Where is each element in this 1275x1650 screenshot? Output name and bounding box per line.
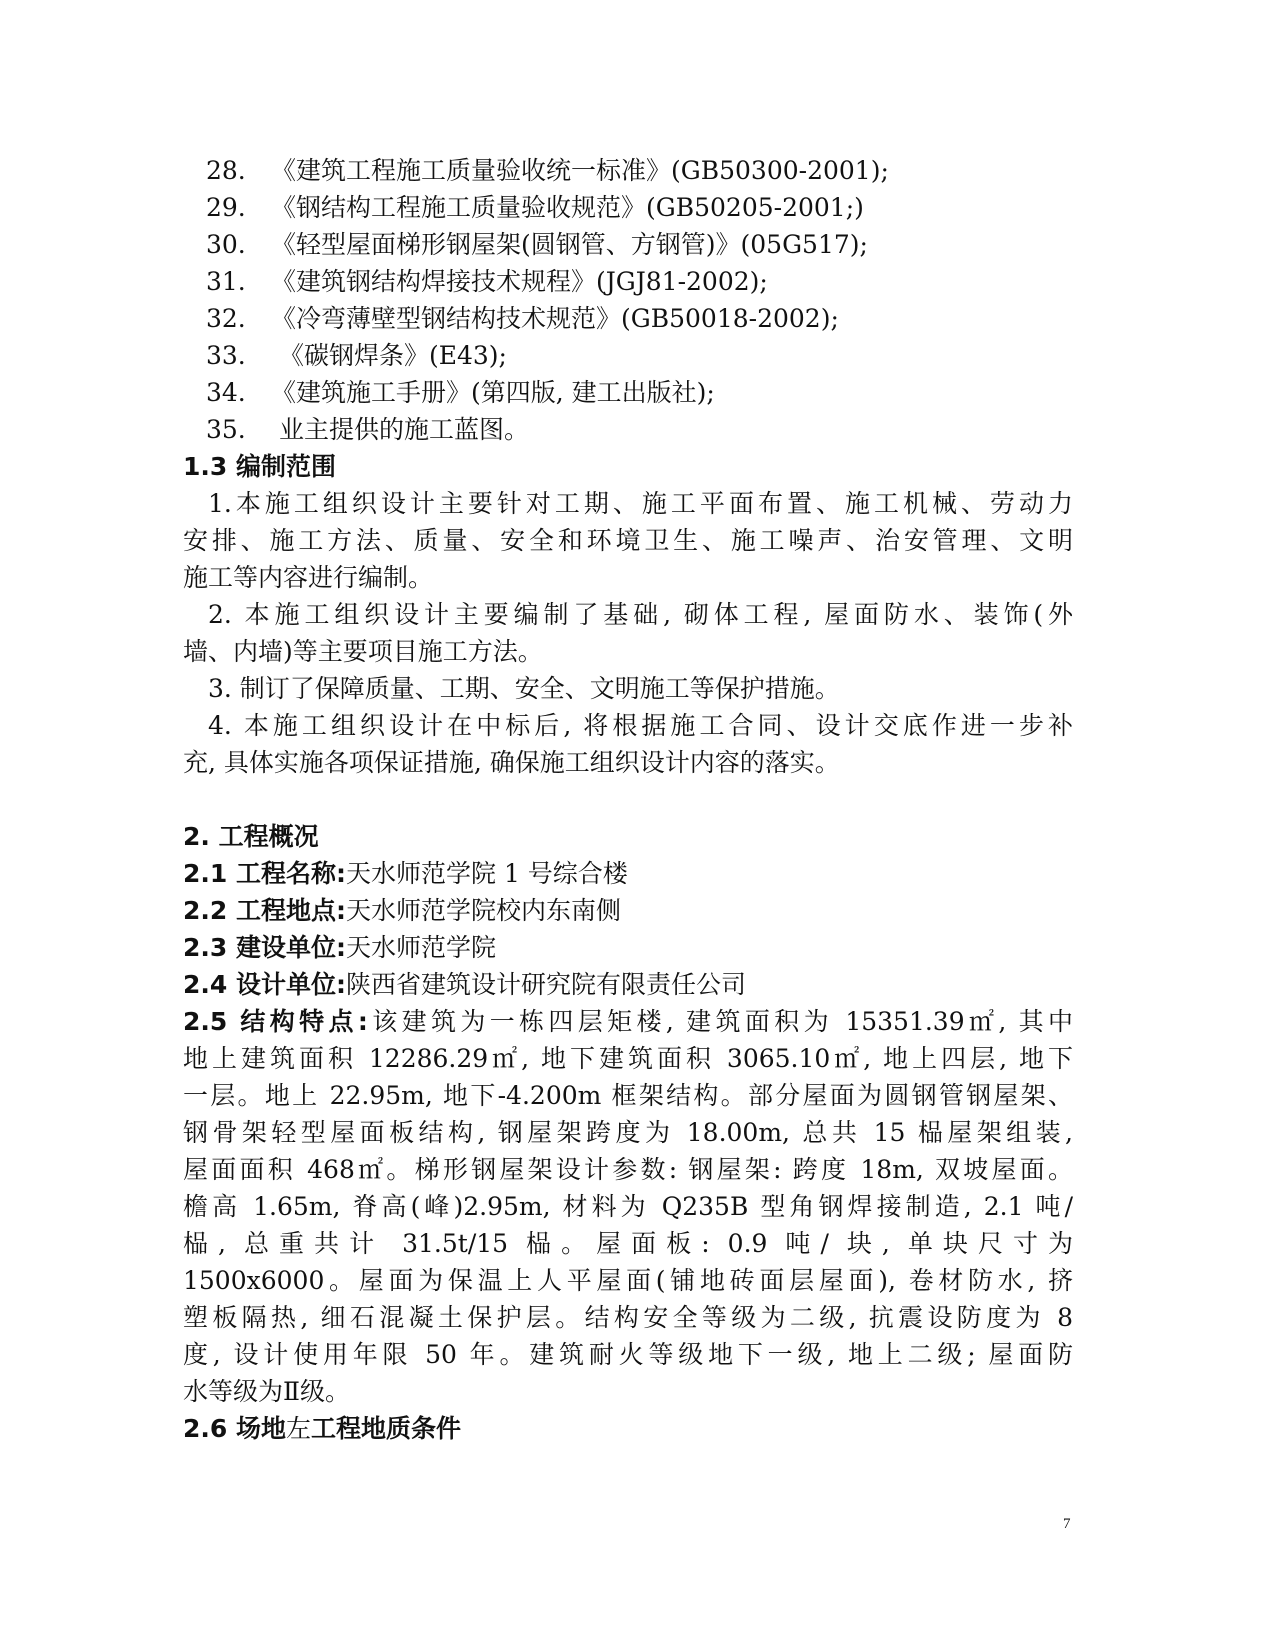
item-label: 2.2 工程地点: (183, 896, 346, 925)
reference-number: 28. (206, 156, 246, 185)
reference-text: 《冷弯薄壁型钢结构技术规范》(GB50018-2002); (271, 304, 839, 333)
item-label: 2.1 工程名称: (183, 859, 346, 888)
reference-number: 29. (206, 193, 246, 222)
reference-text: 业主提供的施工蓝图。 (271, 415, 529, 444)
reference-number: 35. (206, 415, 246, 444)
paragraph-line: 榀, 总重共计 31.5t/15 榀。屋面板: 0.9 吨/ 块, 单块尺寸为 (183, 1229, 1073, 1258)
reference-item (183, 300, 1073, 337)
paragraph-line: 屋面面积 468㎡。梯形钢屋架设计参数: 钢屋架: 跨度 18m, 双坡屋面。 (183, 1155, 1073, 1184)
paragraph-line: 4. 本施工组织设计在中标后, 将根据施工合同、设计交底作进一步补 (208, 711, 1073, 740)
paragraph-line: 一层。地上 22.95m, 地下-4.200m 框架结构。部分屋面为圆钢管钢屋架、 (183, 1081, 1073, 1110)
scope-paragraph-1 (183, 485, 1073, 596)
paragraph-line: 墙、内墙)等主要项目施工方法。 (183, 637, 543, 666)
scope-paragraph-4 (183, 707, 1073, 781)
item-label: 2.4 设计单位: (183, 970, 346, 999)
paragraph-line: 檐高 1.65m, 脊高(峰)2.95m, 材料为 Q235B 型角钢焊接制造, 2.1 吨/ (183, 1192, 1073, 1221)
reference-list (183, 152, 1073, 448)
section-heading-1-3: 1.3 编制范围 (183, 452, 336, 481)
designer-item (183, 966, 1073, 1003)
structure-paragraph (183, 1003, 1073, 1410)
paragraph-line: 地上建筑面积 12286.29㎡, 地下建筑面积 3065.10㎡, 地上四层, 地下 (183, 1044, 1073, 1073)
reference-text: 《建筑施工手册》(第四版, 建工出版社); (271, 378, 715, 407)
developer-item (183, 929, 1073, 966)
paragraph-line: 充, 具体实施各项保证措施, 确保施工组织设计内容的落实。 (183, 748, 840, 777)
blank-line (183, 781, 1073, 818)
section-heading-2: 2. 工程概况 (183, 822, 319, 851)
paragraph-line: 1.本施工组织设计主要针对工期、施工平面布置、施工机械、劳动力 (208, 489, 1073, 518)
item-label: 2.3 建设单位: (183, 933, 346, 962)
reference-number: 34. (206, 378, 246, 407)
item-value: 该建筑为一栋四层矩楼, 建筑面积为 15351.39㎡, 其中 (367, 1007, 1073, 1036)
reference-text: 《建筑工程施工质量验收统一标准》(GB50300-2001); (271, 156, 889, 185)
page-content (183, 152, 1073, 1447)
project-name-item (183, 855, 1073, 892)
page-number: 7 (1063, 1516, 1071, 1532)
paragraph-line (183, 1003, 1073, 1040)
item-value: 天水师范学院校内东南侧 (346, 896, 622, 925)
heading-part: 左 (286, 1414, 312, 1443)
reference-item (183, 226, 1073, 263)
reference-text: 《轻型屋面梯形钢屋架(圆钢管、方钢管)》(05G517); (271, 230, 868, 259)
item-value: 陕西省建筑设计研究院有限责任公司 (346, 970, 747, 999)
reference-number: 33. (206, 341, 246, 370)
item-label: 2.5 结构特点: (183, 1007, 368, 1036)
paragraph-line: 水等级为Ⅱ级。 (183, 1377, 350, 1406)
paragraph-line: 2. 本施工组织设计主要编制了基础, 砌体工程, 屋面防水、装饰(外 (208, 600, 1073, 629)
paragraph-line: 施工等内容进行编制。 (183, 563, 434, 592)
reference-item (183, 263, 1073, 300)
scope-paragraph-2 (183, 596, 1073, 670)
paragraph-line: 3. 制订了保障质量、工期、安全、文明施工等保护措施。 (208, 674, 840, 703)
reference-number: 31. (206, 267, 246, 296)
paragraph-line: 塑板隔热, 细石混凝土保护层。结构安全等级为二级, 抗震设防度为 8 (183, 1303, 1073, 1332)
reference-item (183, 374, 1073, 411)
reference-item (183, 337, 1073, 374)
reference-item (183, 152, 1073, 189)
reference-text: 《碳钢焊条》(E43); (271, 341, 507, 370)
reference-text: 《建筑钢结构焊接技术规程》(JGJ81-2002); (271, 267, 768, 296)
reference-item (183, 411, 1073, 448)
reference-text: 《钢结构工程施工质量验收规范》(GB50205-2001;) (271, 193, 864, 222)
paragraph-line: 1500x6000。屋面为保温上人平屋面(铺地砖面层屋面), 卷材防水, 挤 (183, 1266, 1073, 1295)
paragraph-line: 度, 设计使用年限 50 年。建筑耐火等级地下一级, 地上二级; 屋面防 (183, 1340, 1073, 1369)
item-value: 天水师范学院 (346, 933, 497, 962)
paragraph-line: 安排、施工方法、质量、安全和环境卫生、施工噪声、治安管理、文明 (183, 526, 1073, 555)
reference-item (183, 189, 1073, 226)
heading-part: 2.6 场地 (183, 1414, 286, 1443)
reference-number: 32. (206, 304, 246, 333)
project-location-item (183, 892, 1073, 929)
scope-paragraph-3 (183, 670, 1073, 707)
reference-number: 30. (206, 230, 246, 259)
site-geology-heading (183, 1410, 1073, 1447)
heading-part: 工程地质条件 (311, 1414, 462, 1443)
paragraph-line: 钢骨架轻型屋面板结构, 钢屋架跨度为 18.00m, 总共 15 榀屋架组装, (183, 1118, 1073, 1147)
item-value: 天水师范学院 1 号综合楼 (346, 859, 628, 888)
